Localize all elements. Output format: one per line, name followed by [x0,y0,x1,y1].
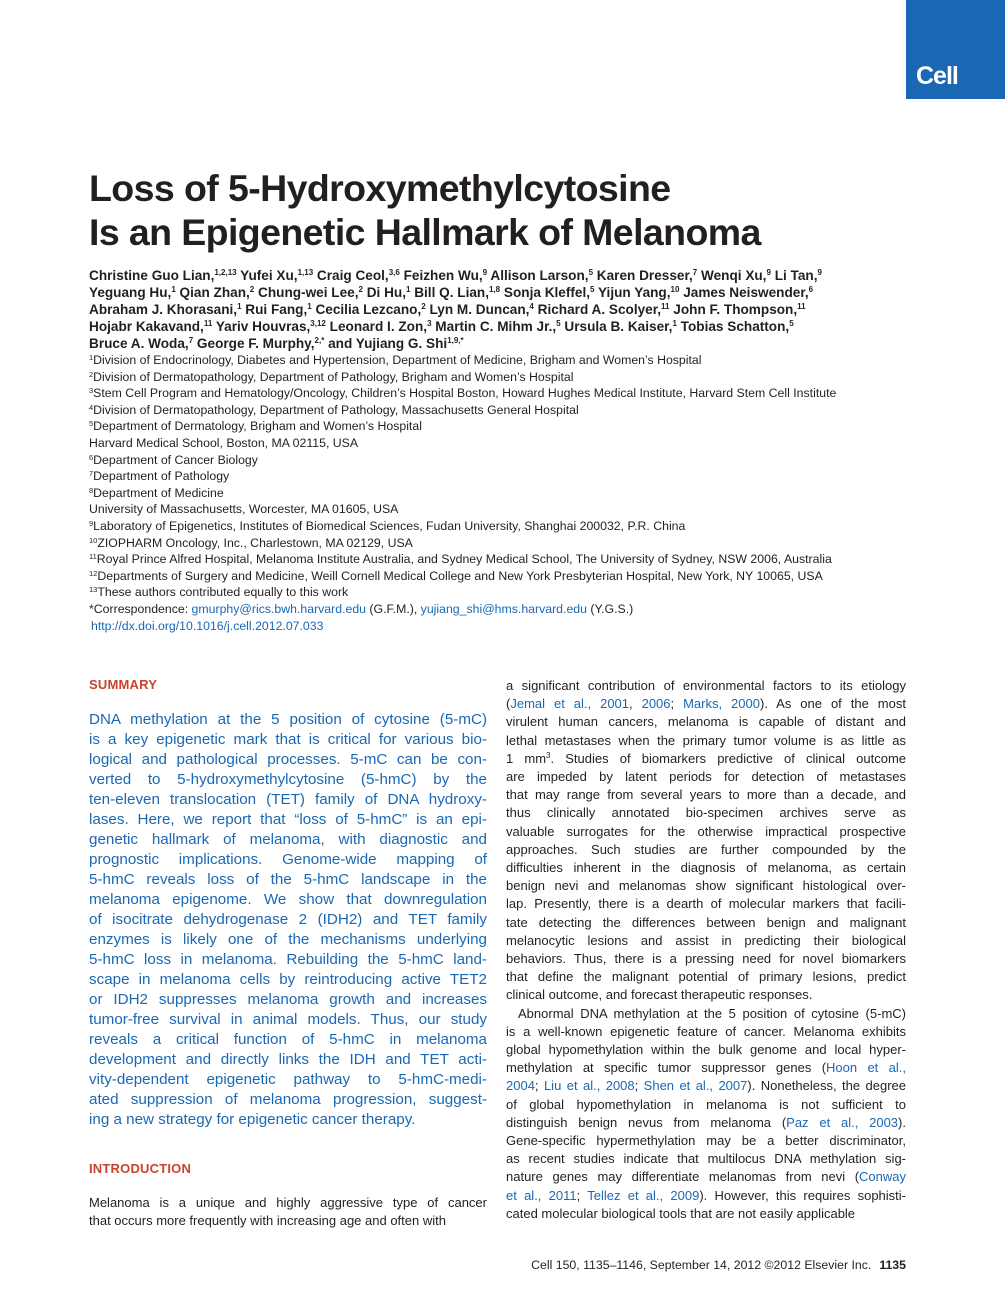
article-title [89,166,909,254]
body-line: is a well-known epigenetic feature of cancer. Melanoma exhibits [506,1023,906,1039]
journal-logo: Cell [906,0,1005,99]
affiliation-item [89,352,919,369]
author-name: John F. Thompson, [669,302,798,317]
author-affil-marker: 11 [797,302,806,311]
author-name: Lyn M. Duncan, [425,302,530,317]
author-affil-marker: 3 [427,319,432,328]
author-name: Richard A. Scolyer, [533,302,662,317]
author-affil-marker: 5 [590,285,595,294]
author-name: Karen Dresser, [593,268,693,283]
superscript: 3 [546,750,551,760]
body-line: valuable surrogates for the otherwise impractical prospective [506,823,906,839]
body-line: (Jemal et al., 2001, 2006; Marks, 2000). As one of the most [506,696,906,712]
summary-line: ing a new strategy for epigenetic cancer therapy. [89,1111,416,1128]
author-name: Hojabr Kakavand, [89,319,204,334]
affiliation-item [89,385,919,402]
body-line: distinguish benign nevus from melanoma (Paz et al., 2003). [506,1114,906,1130]
affiliation-text: These authors contributed equally to this work [97,585,349,600]
author-name: Wenqi Xu, [697,268,767,283]
affiliation-text: Department of Cancer Biology [93,452,258,467]
body-line: that define the malignant potential of primary lesions, predict [506,969,906,985]
summary-line: ated suppression of melanoma progression, suggest- [89,1091,487,1108]
summary-line: vity-dependent epigenetic pathway to 5-hmC-medi- [89,1071,487,1088]
title-line-1: Loss of 5-Hydroxymethylcytosine [89,167,671,209]
affiliation-number: 7 [89,469,94,479]
author-affil-marker: 5 [556,319,561,328]
affiliation-number: 13 [89,585,98,595]
author-affil-marker: 9 [817,268,822,277]
affiliation-item [89,584,919,601]
author-name: Ursula B. Kaiser, [560,319,673,334]
author-affil-marker: 2 [358,285,363,294]
body-line: Gene-specific hypermethylation may be a better discriminator, [506,1133,906,1149]
citation-link[interactable]: Marks, 2000 [683,696,760,712]
email-link-shi[interactable]: yujiang_shi@hms.harvard.edu [420,601,587,616]
affiliation-text: Laboratory of Epigenetics, Institutes of Biomedical Sciences, Fudan University, Shanghai 200032, P.R. China [93,518,686,533]
introduction-heading: INTRODUCTION [89,1161,192,1176]
author-name: Abraham J. Khorasani, [89,302,238,317]
affiliation-text: Division of Dermatopathology, Department of Pathology, Massachusetts General Hospital [93,402,579,417]
author-affil-marker: 1,8 [489,285,501,294]
author-affil-marker: 1 [405,285,411,294]
summary-line: 5-hmC loss in melanoma. Rebuilding the 5-hmC land- [89,951,487,968]
author-name: Yariv Houvras, [212,319,311,334]
author-affil-marker: 1,13 [297,268,314,277]
affiliation-item [89,535,919,552]
body-line: that occurs more frequently with increasing age and often with [89,1213,446,1229]
author-affil-marker: 3,6 [388,268,400,277]
summary-line: or IDH2 suppresses melanoma growth and increases [89,991,487,1008]
author-line [89,301,919,318]
author-affil-marker: 2 [421,302,426,311]
author-name: Yufei Xu, [236,268,298,283]
author-name: Yeguang Hu, [89,285,172,300]
affiliation-item [89,402,919,419]
citation-link[interactable]: Liu et al., 2008 [543,1078,635,1094]
author-name: Chung-wei Lee, [254,285,359,300]
affiliation-item [89,551,919,568]
summary-line: melanoma epigenome. We show that downregulation [89,891,487,908]
citation-link[interactable]: 2004 [506,1078,535,1094]
body-line: approaches. Such studies are further compounded by the [506,841,906,857]
citation-link[interactable]: Paz et al., 2003 [786,1114,899,1130]
author-affil-marker: 4 [529,302,534,311]
author-name: Craig Ceol, [313,268,389,283]
author-name: Christine Guo Lian, [89,268,215,283]
author-affil-marker: 5 [588,268,594,277]
citation-link[interactable]: et al., 2011 [506,1187,577,1203]
body-line: of global hypomethylation in melanoma is not sufficient to [506,1096,906,1112]
affiliation-number: 2 [89,369,94,379]
affiliation-text: Harvard Medical School, Boston, MA 02115, USA [89,435,359,450]
author-line [89,318,919,335]
author-name: Di Hu, [362,285,406,300]
introduction-text [89,1194,487,1230]
summary-line: DNA methylation at the 5 position of cytosine (5-mC) [89,711,487,728]
author-name: Leonard I. Zon, [325,319,428,334]
author-affil-marker: 1,2,13 [214,268,237,277]
author-affil-marker: 7 [188,336,194,345]
affiliation-text: Division of Dermatopathology, Department of Pathology, Brigham and Women’s Hospital [93,369,574,384]
body-line: global hypomethylation within the bulk genome and local hyper- [506,1042,906,1058]
affiliation-text: Royal Prince Alfred Hospital, Melanoma Institute Australia, and Sydney Medical School, The University of Sydney, NSW 2006, Australia [96,552,832,567]
author-affil-marker: 2,* [314,336,325,345]
author-name: Qian Zhan, [175,285,250,300]
affiliation-item [89,452,919,469]
author-name: Li Tan, [770,268,818,283]
affiliation-number: 11 [89,552,97,562]
left-column [89,676,487,1230]
affiliation-number: 12 [89,568,98,578]
author-name: Yijun Yang, [594,285,671,300]
body-line: Melanoma is a unique and highly aggressive type of cancer [89,1195,487,1210]
affiliation-item [89,485,919,502]
affiliation-item [89,369,919,386]
affiliation-number: 6 [89,452,94,462]
summary-line: genetic hallmark of melanoma, with diagnostic and [89,831,487,848]
summary-line: of isocitrate dehydrogenase 2 (IDH2) and TET family [89,911,487,928]
affiliation-number: 9 [89,518,94,528]
affiliation-text: Division of Endocrinology, Diabetes and Hypertension, Department of Medicine, Brigham and Women’s Hospital [93,353,702,367]
author-name: Martin C. Mihm Jr., [431,319,557,334]
body-line: benign nevi and melanomas show significant histological over- [506,878,906,894]
affiliation-text: ZIOPHARM Oncology, Inc., Charlestown, MA 02129, USA [97,535,413,550]
summary-line: lases. Here, we report that “loss of 5-hmC” is an epi- [89,811,487,828]
author-name: James Neiswender, [679,285,809,300]
affiliation-item [89,518,919,535]
author-affil-marker: 11 [661,302,670,311]
affiliation-text: University of Massachusetts, Worcester, MA 01605, USA [89,502,399,517]
author-name: Feizhen Wu, [399,268,483,283]
affiliation-number: 10 [89,535,98,545]
affiliation-item [89,418,919,435]
author-affil-marker: 1 [237,302,242,311]
author-affil-marker: 6 [808,285,814,294]
summary-text [89,710,487,1130]
author-affil-marker: 1 [307,302,312,311]
author-name: George F. Murphy, [193,336,315,351]
author-name: Allison Larson, [487,268,589,283]
doi-link[interactable]: http://dx.doi.org/10.1016/j.cell.2012.07.033 [91,618,324,633]
summary-line: ten-eleven translocation (TET) family of DNA hydroxy- [89,791,487,808]
summary-heading: SUMMARY [89,677,158,692]
author-affil-marker: 1 [672,319,677,328]
author-affil-marker: 10 [670,285,680,294]
body-line: behaviors. Thus, there is a pressing need for novel biomarkers [506,951,906,967]
author-name: Bruce A. Woda, [89,336,189,351]
summary-line: development and directly links the IDH and TET acti- [89,1051,487,1068]
body-line: lethal metastases when the primary tumor volume is as little as [506,732,906,748]
author-line [89,267,919,284]
author-line [89,284,919,301]
body-line: et al., 2011; Tellez et al., 2009). However, this requires sophisti- [506,1187,906,1203]
page-number: 1135 [879,1258,906,1272]
summary-line: enzymes is likely one of the mechanisms underlying [89,931,487,948]
affiliation-text: Department of Pathology [93,469,230,484]
body-line: Abnormal DNA methylation at the 5 position of cytosine (5-mC) [518,1005,906,1021]
summary-line: is a key epigenetic mark that is critical for various bio- [89,731,487,748]
right-column-text [506,677,906,1223]
summary-line: tumor-free survival in animal models. Thus, our study [89,1011,487,1028]
author-name: Cecilia Lezcano, [311,302,422,317]
citation-link[interactable]: Hoon et al., [826,1060,906,1076]
affiliation-text: Department of Dermatology, Brigham and Women’s Hospital [93,419,422,434]
affiliation-text: Stem Cell Program and Hematology/Oncology, Children’s Hospital Boston, Howard Hughes Medical Institute, Harvard Stem Cell Institute [93,386,837,401]
body-line: methylation at specific tumor suppressor genes (Hoon et al., [506,1060,906,1076]
email-link-murphy[interactable]: gmurphy@rics.bwh.harvard.edu [191,601,367,616]
author-name: Sonja Kleffel, [500,285,591,300]
summary-line: verted to 5-hydroxymethylcytosine (5-hmC) by the [89,771,487,788]
body-line: melanocytic lesions and assist in predicting their biological [506,932,906,948]
author-affil-marker: 9 [482,268,488,277]
citation-link[interactable]: Shen et al., 2007 [643,1078,748,1094]
summary-line: prognostic implications. Genome-wide mapping of [89,851,487,868]
body-line: tate detecting the differences between benign and malignant [506,914,906,930]
affiliation-item [89,501,919,518]
affiliation-item [89,568,919,585]
citation-link[interactable]: Tellez et al., 2009 [587,1187,700,1203]
affiliation-number: 5 [89,419,94,429]
body-line: 2004; Liu et al., 2008; Shen et al., 2007). Nonetheless, the degree [506,1078,906,1094]
author-name: Rui Fang, [241,302,308,317]
citation-link[interactable]: Conway [859,1169,906,1185]
body-line: that may range from several years to more than a decade, and [506,787,906,803]
affiliation-number: 3 [89,386,94,396]
citation-link[interactable]: Jemal et al., 2001 [510,696,630,712]
affiliation-number: 4 [89,402,94,412]
author-affil-marker: 5 [789,319,794,328]
body-line: clinical outcome, and forecast therapeutic responses. [506,987,813,1003]
author-affil-marker: 11 [203,319,213,328]
body-line: cated molecular biological tools that are not easily applicable [506,1205,856,1221]
summary-line: reveals a critical function of 5-hmC in melanoma [89,1031,487,1048]
body-line: nature genes may differentiate melanomas from nevi (Conway [506,1169,906,1185]
title-line-2: Is an Epigenetic Hallmark of Melanoma [89,211,761,253]
author-name: Bill Q. Lian, [410,285,489,300]
body-line: virulent human cancers, melanoma is capable of distant and [506,714,906,730]
body-line: 1 $mm^3$. Studies of biomarkers predictive of clinical outcome [506,750,907,766]
body-line: as recent studies indicate that multilocus DNA methylation sig- [506,1151,906,1167]
citation: Cell 150, 1135–1146, September 14, 2012 ©2012 Elsevier Inc. [531,1258,872,1272]
author-affil-marker: 1,9,* [447,336,464,345]
body-line: a significant contribution of environmental factors to its etiology [506,678,906,693]
author-name: and Yujiang G. Shi [324,336,448,351]
author-affil-marker: 2 [249,285,255,294]
body-line: thus clinically annotated bio-specimen archives serve as [506,805,906,821]
affiliation-text: Department of Medicine [93,485,224,500]
author-affil-marker: 7 [692,268,698,277]
page-footer [496,1258,906,1272]
author-affil-marker: 3,12 [310,319,326,328]
affiliation-text: Departments of Surgery and Medicine, Weill Cornell Medical College and New York Presbyterian Hospital, New York, NY 10065, USA [97,568,823,583]
affiliation-number: 8 [89,485,94,495]
body-line: lap. Presently, there is a dearth of molecular markers that facili- [506,896,906,912]
author-affil-marker: 9 [766,268,771,277]
summary-line: logical and pathological processes. 5-mC can be con- [89,751,487,768]
citation-link[interactable]: 2006 [641,696,671,712]
author-name: Tobias Schatton, [676,319,790,334]
affiliation-item [89,468,919,485]
affiliation-number: 1 [89,353,94,362]
doi-row [89,618,919,635]
summary-line: 5-hmC reveals loss of the 5-hmC landscape in the [89,871,487,888]
author-affil-marker: 1 [171,285,176,294]
affiliations [89,352,919,634]
body-line: difficulties inherent in the diagnosis of melanoma, as certain [506,860,906,876]
author-line [89,335,919,352]
author-list [89,267,919,352]
correspondence: *Correspondence: gmurphy@rics.bwh.harvard.edu (G.F.M.), yujiang_shi@hms.harvard.edu (Y.G.S.) [89,601,634,616]
body-line: are impeded by latent periods for detection of metastases [506,769,906,785]
summary-line: scape in melanoma cells by reintroducing active TET2 [89,971,487,988]
affiliation-item [89,435,919,452]
